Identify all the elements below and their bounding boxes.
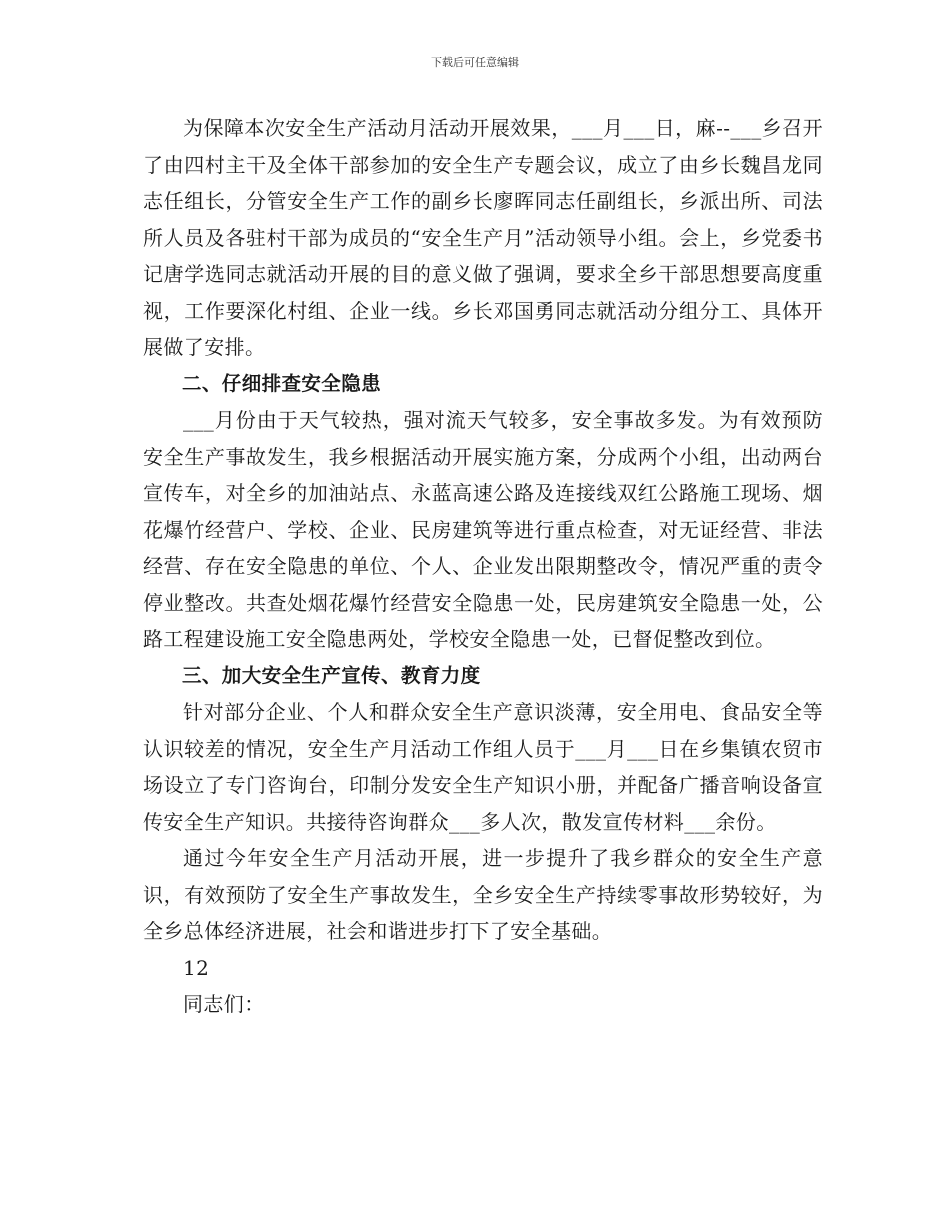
section-heading-3: 三、加大安全生产宣传、教育力度 xyxy=(182,663,481,687)
section-heading-2: 二、仔细排查安全隐患 xyxy=(182,371,382,395)
document-body xyxy=(143,110,823,1023)
paragraph-conclusion: 通过今年安全生产月活动开展，进一步提升了我乡群众的安全生产意识，有效预防了安全生产事故发生，全乡安全生产持续零事故形势较好，为全乡总体经济进展，社会和谐进步打下了安全基础。 xyxy=(143,846,823,943)
paragraph-meeting: 为保障本次安全生产活动月活动开展效果，___月___日，麻--___乡召开了由四村主干及全体干部参加的安全生产专题会议，成立了由乡长魏昌龙同志任组长，分管安全生产工作的副乡长廖晖同志任副组长，乡派出所、司法所人员及各驻村干部为成员的“安全生产月”活动领导小组。会上，乡党委书记唐学选同志就活动开展的目的意义做了强调，要求全乡干部思想要高度重视，工作要深化村组、企业一线。乡长邓国勇同志就活动分组分工、具体开展做了安排。 xyxy=(143,116,823,359)
salutation: 同志们： xyxy=(183,992,265,1016)
paragraph-publicity: 针对部分企业、个人和群众安全生产意识淡薄，安全用电、食品安全等认识较差的情况，安全生产月活动工作组人员于___月___日在乡集镇农贸市场设立了专门咨询台，印制分发安全生产知识小册，并配备广播音响设备宣传安全生产知识。共接待咨询群众___多人次，散发宣传材料___余份。 xyxy=(143,700,823,834)
page-header: 下载后可任意编辑 xyxy=(431,56,519,69)
paragraph-inspection: ___月份由于天气较热，强对流天气较多，安全事故多发。为有效预防安全生产事故发生，我乡根据活动开展实施方案，分成两个小组，出动两台宣传车，对全乡的加油站点、永蓝高速公路及连接线双红公路施工现场、烟花爆竹经营户、学校、企业、民房建筑等进行重点检查，对无证经营、非法经营、存在安全隐患的单位、个人、企业发出限期整改令，情况严重的责令停业整改。共查处烟花爆竹经营安全隐患一处，民房建筑安全隐患一处，公路工程建设施工安全隐患两处，学校安全隐患一处，已督促整改到位。 xyxy=(143,408,823,651)
section-number: 12 xyxy=(183,955,210,980)
